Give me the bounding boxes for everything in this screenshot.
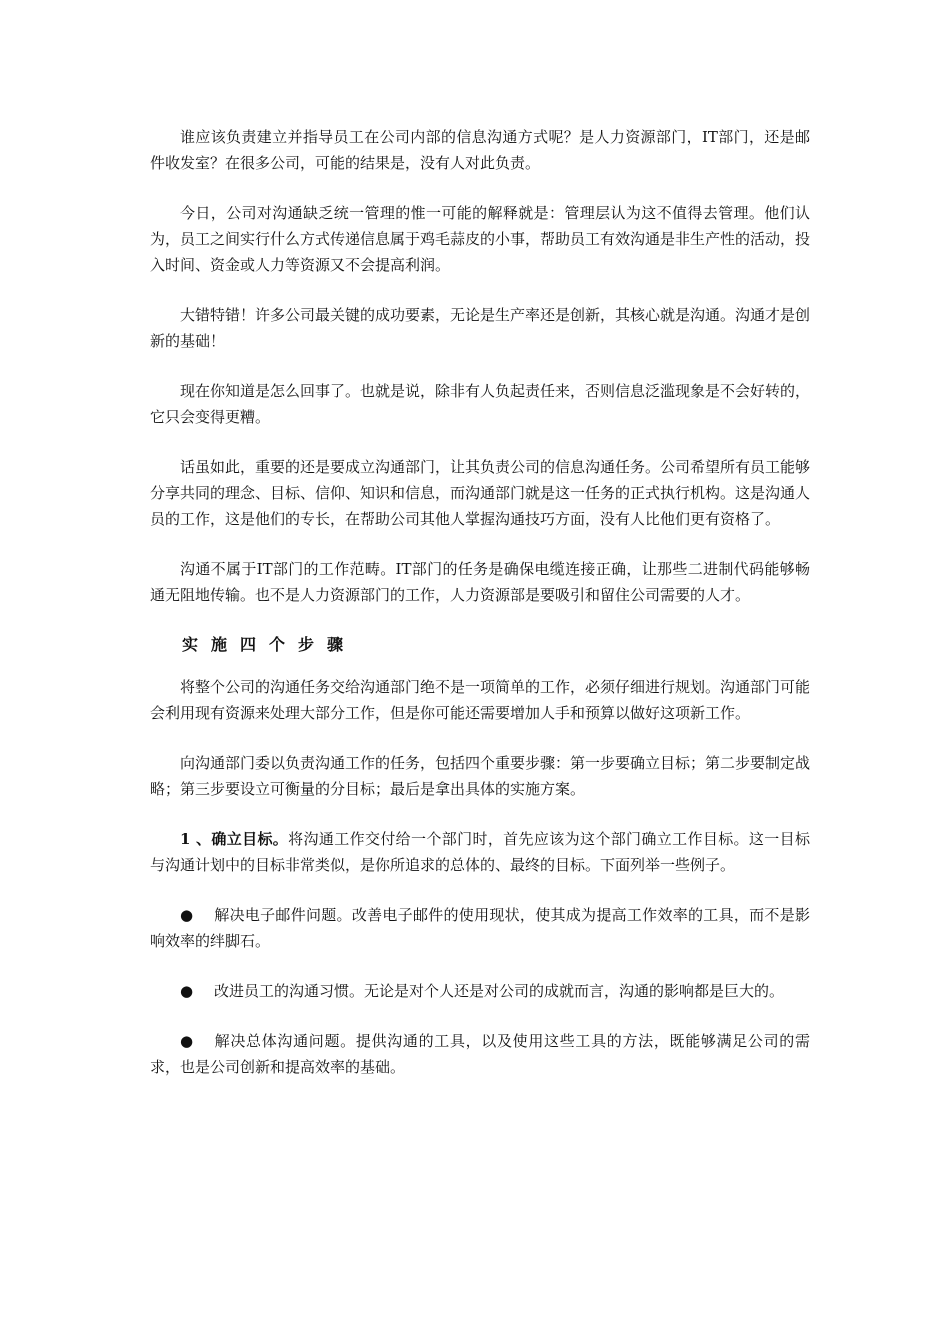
bullet-icon: ● (180, 1032, 194, 1050)
step-1-text: 将沟通工作交付给一个部门时，首先应该为这个部门确立工作目标。这一目标与沟通计划中的目标非常类似，是你所追求的总体的、最终的目标。下面列举一些例子。 (150, 830, 810, 874)
paragraph-8: 向沟通部门委以负责沟通工作的任务，包括四个重要步骤：第一步要确立目标；第二步要制定战略；第三步要设立可衡量的分目标；最后是拿出具体的实施方案。 (150, 754, 811, 798)
paragraph-3: 大错特错！许多公司最关键的成功要素，无论是生产率还是创新，其核心就是沟通。沟通才是创新的基础！ (150, 306, 811, 350)
bullet-text-2: 改进员工的沟通习惯。无论是对个人还是对公司的成就而言，沟通的影响都是巨大的。 (214, 982, 785, 1000)
paragraph-2: 今日，公司对沟通缺乏统一管理的惟一可能的解释就是：管理层认为这不值得去管理。他们认为，员工之间实行什么方式传递信息属于鸡毛蒜皮的小事，帮助员工有效沟通是非生产性的活动，投入时间、资金或人力等资源又不会提高利润。 (150, 204, 811, 274)
paragraph-6: 沟通不属于IT部门的工作范畴。IT部门的任务是确保电缆连接正确，让那些二进制代码能够畅通无阻地传输。也不是人力资源部门的工作，人力资源部是要吸引和留住公司需要的人才。 (150, 560, 810, 604)
bullet-item-3 (150, 1028, 810, 1080)
bullet-item-1 (150, 902, 810, 954)
document-page (150, 124, 810, 1104)
bullet-text-1: 解决电子邮件问题。改善电子邮件的使用现状，使其成为提高工作效率的工具，而不是影响效率的绊脚石。 (150, 906, 810, 950)
bullet-item-2 (150, 978, 810, 1004)
paragraph-1: 谁应该负责建立并指导员工在公司内部的信息沟通方式呢？是人力资源部门，IT部门，还是邮件收发室？在很多公司，可能的结果是，没有人对此负责。 (150, 128, 810, 172)
paragraph-4: 现在你知道是怎么回事了。也就是说，除非有人负起责任来，否则信息泛滥现象是不会好转的，它只会变得更糟。 (150, 382, 811, 426)
step-1-paragraph (150, 826, 810, 878)
bullet-text-3: 解决总体沟通问题。提供沟通的工具，以及使用这些工具的方法，既能够满足公司的需求，也是公司创新和提高效率的基础。 (150, 1032, 810, 1076)
paragraph-7: 将整个公司的沟通任务交给沟通部门绝不是一项简单的工作，必须仔细进行规划。沟通部门可能会利用现有资源来处理大部分工作，但是你可能还需要增加人手和预算以做好这项新工作。 (150, 678, 811, 722)
paragraph-5: 话虽如此，重要的还是要成立沟通部门，让其负责公司的信息沟通任务。公司希望所有员工能够分享共同的理念、目标、信仰、知识和信息，而沟通部门就是这一任务的正式执行机构。这是沟通人员的工作，这是他们的专长，在帮助公司其他人掌握沟通技巧方面，没有人比他们更有资格了。 (150, 458, 811, 528)
section-heading: 实施四个步骤 (182, 635, 357, 654)
bullet-icon: ● (180, 906, 194, 924)
step-1-title: 1 、确立目标。 (180, 830, 289, 848)
bullet-icon: ● (180, 982, 194, 1000)
